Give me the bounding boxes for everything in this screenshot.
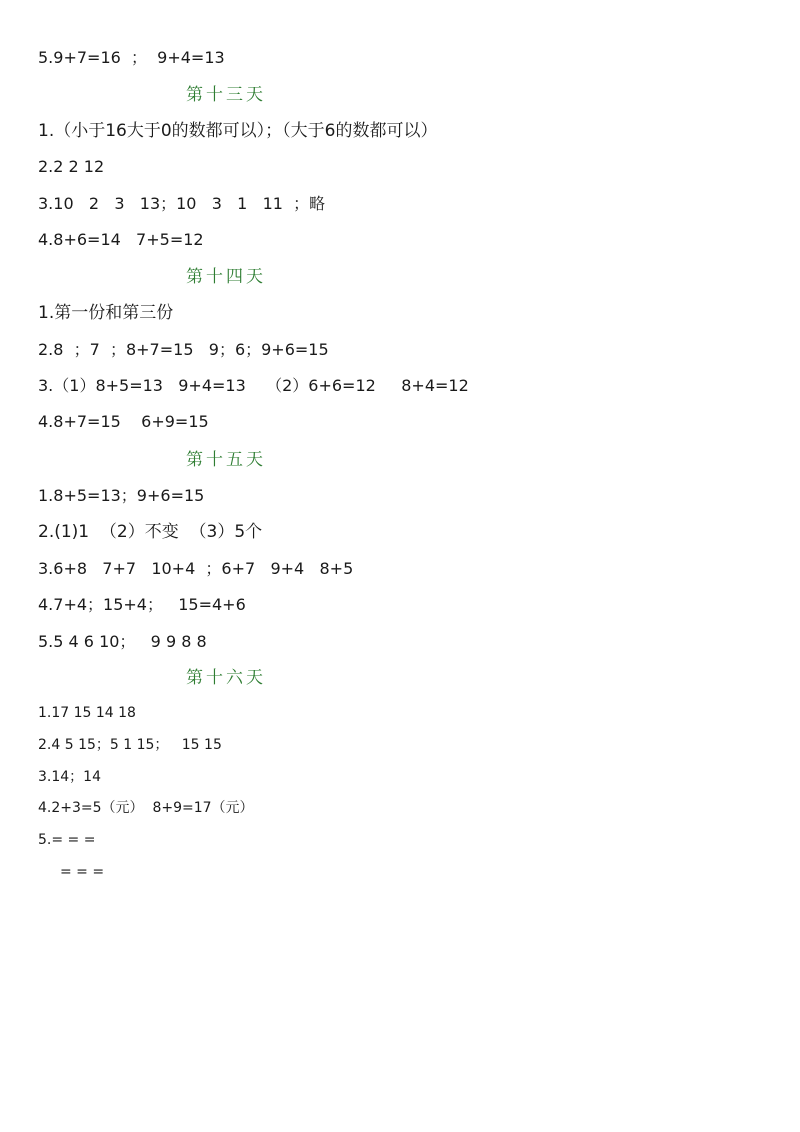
answer-line: 1.（小于16大于0的数都可以）；（大于6的数都可以） xyxy=(38,121,438,141)
section-heading-day14: 第十四天 xyxy=(186,267,266,287)
answer-line: 5.9+7=16 ； 9+4=13 xyxy=(38,48,225,67)
answer-line: 3.14；14 xyxy=(38,769,101,785)
answer-line: 1.17 15 14 18 xyxy=(38,705,136,721)
answer-line: 5.5 4 6 10； 9 9 8 8 xyxy=(38,632,207,651)
answer-line: 2.4 5 15；5 1 15； 15 15 xyxy=(38,737,222,753)
section-heading-day15: 第十五天 xyxy=(186,450,266,470)
answer-line: 4.7+4；15+4； 15=4+6 xyxy=(38,595,246,614)
answer-line: 4.8+6=14 7+5=12 xyxy=(38,230,204,249)
answer-line: 1.8+5=13；9+6=15 xyxy=(38,486,205,505)
answer-line: 2.(1)1 （2）不变 （3）5个 xyxy=(38,522,263,542)
answer-line: 3.6+8 7+7 10+4 ；6+7 9+4 8+5 xyxy=(38,559,354,578)
answer-line: 2.2 2 12 xyxy=(38,157,105,176)
answer-line: 4.8+7=15 6+9=15 xyxy=(38,412,209,431)
answer-line: 1.第一份和第三份 xyxy=(38,303,174,323)
answer-line: 4.2+3=5（元） 8+9=17（元） xyxy=(38,800,254,816)
section-heading-day16: 第十六天 xyxy=(186,668,266,688)
answer-line: 2.8 ；7 ；8+7=15 9；6；9+6=15 xyxy=(38,340,329,359)
answer-line: 3.10 2 3 13；10 3 1 11 ；略 xyxy=(38,194,326,213)
answer-line: = = = xyxy=(60,864,105,880)
section-heading-day13: 第十三天 xyxy=(186,85,266,105)
answer-line: 5.= = = xyxy=(38,832,96,848)
answer-line: 3.（1）8+5=13 9+4=13 （2）6+6=12 8+4=12 xyxy=(38,376,469,395)
